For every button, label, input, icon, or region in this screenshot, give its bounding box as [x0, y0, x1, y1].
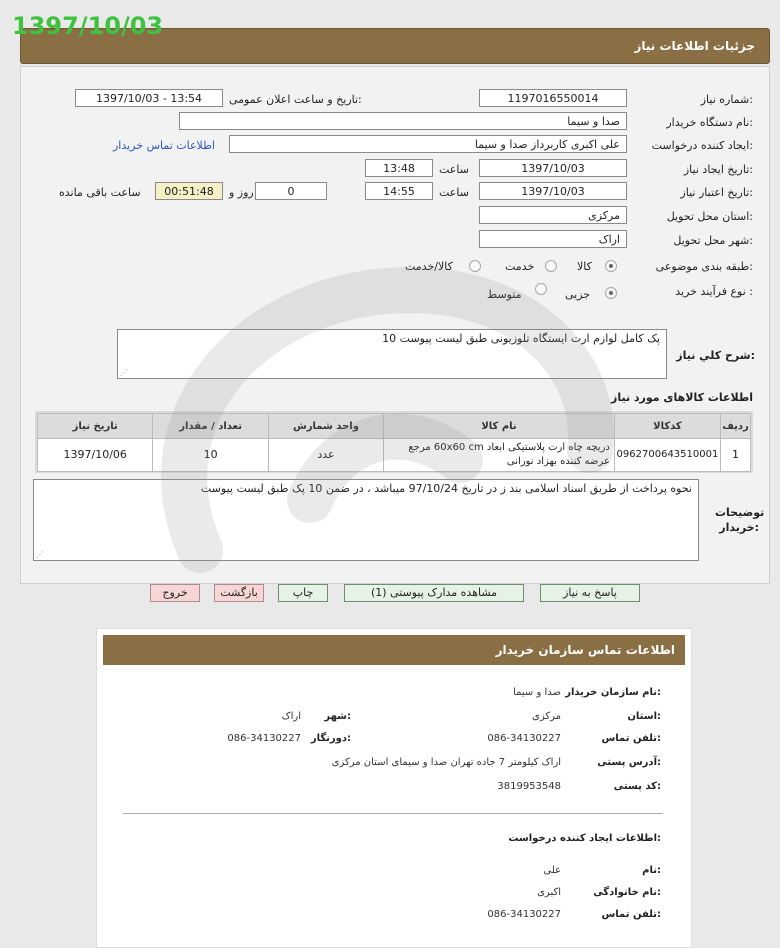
city-label: شهر محل تحویل:	[673, 234, 753, 247]
summary-field	[117, 329, 667, 379]
buyer-org-label: نام دستگاه خریدار:	[666, 116, 753, 129]
contact-fax-value: 086-34130227	[227, 733, 301, 744]
requester-field: علی اکبری کاربرداز صدا و سیما	[229, 135, 627, 153]
notes-field	[33, 479, 699, 561]
need-details-form	[20, 66, 770, 584]
contact-fax-label: دورنگار:	[310, 733, 351, 744]
process-minor-label: جزیی	[565, 288, 591, 301]
creator-phone-label: تلفن تماس:	[601, 909, 661, 920]
created-date-field: 1397/10/03	[479, 159, 627, 177]
notes-text: نحوه پرداخت از طریق اسناد اسلامی بند ز در تاریخ 97/10/24 میباشد ، در ضمن 10 پک طبق لیست پیوست	[200, 482, 692, 495]
contact-address-value: اراک کیلومتر 7 جاده تهران صدا و سیمای استان مرکزی	[331, 757, 561, 768]
cell-qty: 10	[153, 439, 268, 472]
created-time-label: ساعت	[439, 163, 469, 176]
category-both-label: کالا/خدمت	[405, 260, 453, 273]
col-name: نام کالا	[384, 414, 615, 439]
need-number-field: 1197016550014	[479, 89, 627, 107]
buyer-contact-link[interactable]: اطلاعات تماس خریدار	[113, 139, 215, 152]
contact-city-value: اراک	[281, 711, 301, 722]
process-medium-radio[interactable]	[535, 283, 547, 295]
created-label: تاریخ ایجاد نیاز:	[683, 163, 753, 176]
resize-grip-icon: ⋰	[36, 550, 44, 559]
contact-phone-value: 086-34130227	[487, 733, 561, 744]
province-field: مرکزی	[479, 206, 627, 224]
creator-section-title: اطلاعات ایجاد کننده درخواست:	[508, 833, 661, 844]
creator-family-value: اکبری	[537, 887, 561, 898]
category-label: طبقه بندی موضوعی:	[655, 260, 753, 273]
contact-phone-label: تلفن تماس:	[601, 733, 661, 744]
col-code: کدکالا	[614, 414, 720, 439]
announce-label: تاریخ و ساعت اعلان عمومی:	[229, 93, 362, 106]
category-goods-radio[interactable]	[605, 260, 617, 272]
goods-section-title: اطلاعات کالاهای مورد نیاز	[611, 391, 753, 404]
reply-button[interactable]: پاسخ به نیاز	[540, 584, 640, 602]
validity-days-label: روز و	[229, 186, 254, 199]
resize-grip-icon: ⋰	[120, 368, 128, 377]
process-minor-radio[interactable]	[605, 287, 617, 299]
cell-name: دریچه چاه ارت پلاستیکی ابعاد 60x60 cm مرجع عرضه کننده بهزاد نورانی	[384, 439, 615, 472]
buyer-contact-panel	[96, 628, 692, 948]
back-button[interactable]: بازگشت	[214, 584, 264, 602]
cell-date: 1397/10/06	[38, 439, 153, 472]
contact-postal-label: کد پستی:	[613, 781, 661, 792]
contact-province-value: مرکزی	[532, 711, 561, 722]
category-goods-label: کالا	[577, 260, 592, 273]
need-number-label: شماره نیاز:	[700, 93, 753, 106]
creator-phone-value: 086-34130227	[487, 909, 561, 920]
category-service-radio[interactable]	[545, 260, 557, 272]
requester-label: ایجاد کننده درخواست:	[651, 139, 753, 152]
validity-time-label: ساعت	[439, 186, 469, 199]
contact-province-label: استان:	[627, 711, 661, 722]
contact-title: اطلاعات تماس سازمان خریدار	[495, 643, 675, 657]
goods-table	[35, 411, 753, 473]
cell-code: 0962700643510001	[614, 439, 720, 472]
summary-label: شرح کلي نياز:	[676, 349, 755, 362]
goods-table-header	[38, 414, 751, 439]
summary-text: 10 پک کامل لوازم ارت ایستگاه تلوزیونی طبق لیست پیوست	[382, 332, 660, 345]
validity-time-field: 14:55	[365, 182, 433, 200]
contact-divider	[123, 813, 663, 814]
contact-address-label: آدرس پستی:	[597, 757, 661, 768]
notes-label: توضیحات خریدار:	[715, 506, 765, 534]
creator-family-label: نام خانوادگی:	[593, 887, 661, 898]
validity-days-field: 0	[255, 182, 327, 200]
cell-unit: عدد	[268, 439, 383, 472]
col-unit: واحد شمارش	[268, 414, 383, 439]
remaining-time-field: 00:51:48	[155, 182, 223, 200]
announce-field: 1397/10/03 - 13:54	[75, 89, 223, 107]
creator-name-value: علی	[543, 865, 561, 876]
contact-header	[103, 635, 685, 665]
page-title: جزئیات اطلاعات نیاز	[634, 39, 755, 53]
exit-button[interactable]: خروج	[150, 584, 200, 602]
remaining-time-label: ساعت باقی مانده	[59, 186, 141, 199]
created-time-field: 13:48	[365, 159, 433, 177]
process-label: نوع فرآیند خرید :	[675, 285, 753, 298]
contact-org-label: نام سازمان خریدار:	[565, 687, 661, 698]
validity-date-field: 1397/10/03	[479, 182, 627, 200]
validity-label: تاریخ اعتبار نیاز:	[680, 186, 753, 199]
buyer-org-field: صدا و سیما	[179, 112, 627, 130]
table-row	[38, 439, 751, 472]
contact-postal-value: 3819953548	[497, 781, 561, 792]
process-medium-label: متوسط	[487, 288, 522, 301]
category-both-radio[interactable]	[469, 260, 481, 272]
creator-name-label: نام:	[642, 865, 661, 876]
print-button[interactable]: چاپ	[278, 584, 328, 602]
province-label: استان محل تحویل:	[666, 210, 753, 223]
attachments-button[interactable]: مشاهده مدارک پیوستی (1)	[344, 584, 524, 602]
col-date: تاریخ نیاز	[38, 414, 153, 439]
contact-city-label: شهر:	[324, 711, 351, 722]
col-row: ردیف	[721, 414, 751, 439]
cell-row: 1	[721, 439, 751, 472]
city-field: اراک	[479, 230, 627, 248]
contact-org-value: صدا و سیما	[513, 687, 561, 698]
category-service-label: خدمت	[505, 260, 535, 273]
stamp-date: 1397/10/03	[12, 12, 164, 40]
col-qty: تعداد / مقدار	[153, 414, 268, 439]
